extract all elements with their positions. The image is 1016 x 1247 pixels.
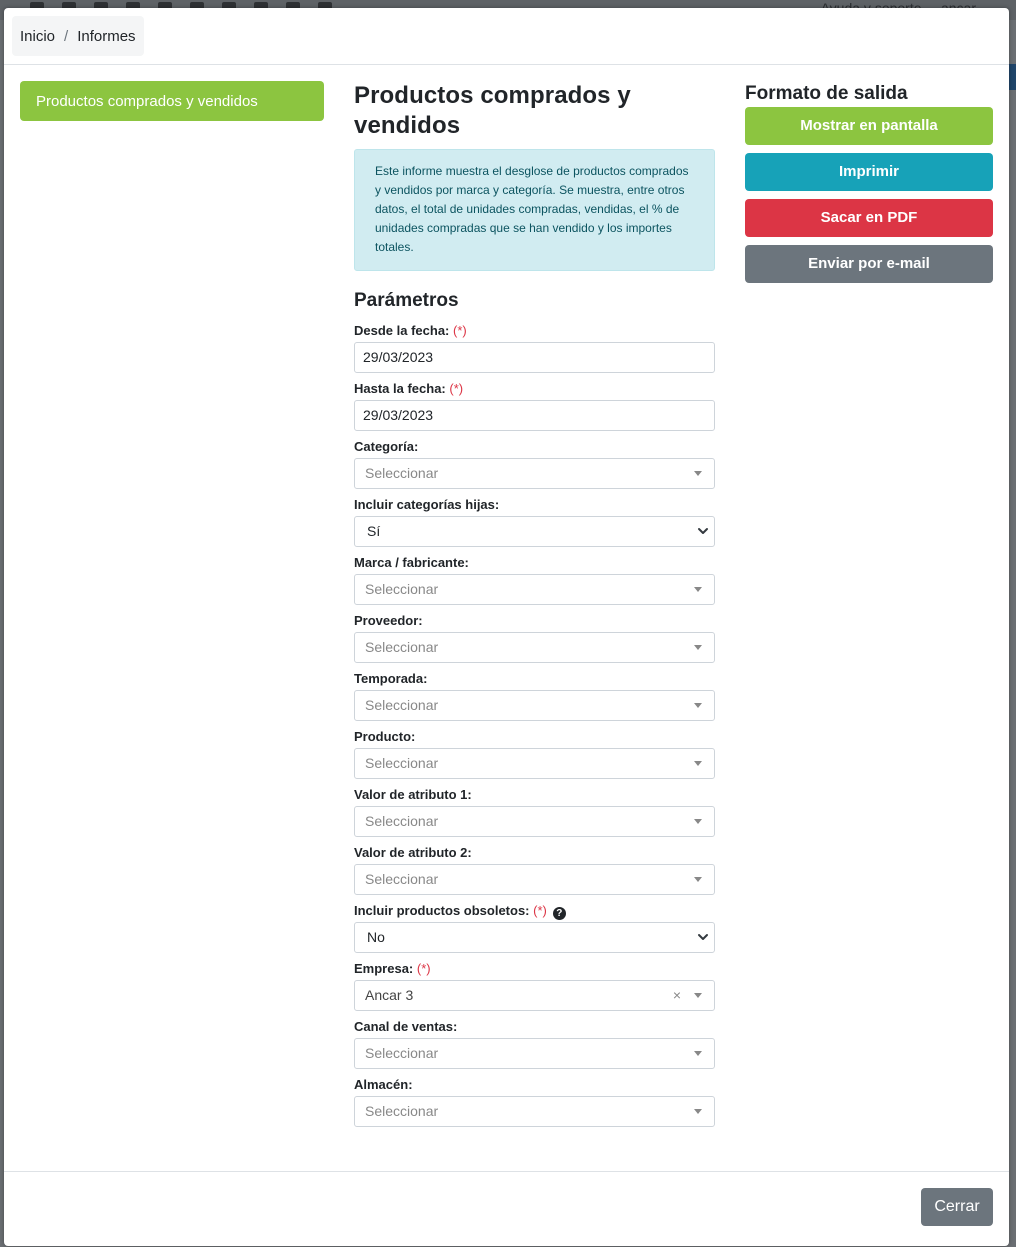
field-category (354, 439, 715, 497)
caret-down-icon (694, 703, 702, 708)
attribute-2-placeholder: Seleccionar (365, 871, 439, 887)
caret-down-icon (694, 1051, 702, 1056)
chevron-down-icon (696, 524, 710, 538)
report-title: Productos comprados y vendidos (354, 82, 631, 139)
include-children-value: Sí (367, 523, 381, 539)
field-include-children (354, 497, 715, 555)
field-obsolete (354, 903, 715, 961)
sidebar-item-label: Productos comprados y vendidos (36, 92, 258, 110)
report-description: Este informe muestra el desglose de productos comprados y vendidos por marca y categoría. Se muestra, entre otros datos, el total de unidades compradas, vendidas, el % de unidades compradas que se han vendido y los importes totales. (354, 149, 715, 271)
brand-label: Marca / fabricante: (354, 555, 469, 570)
field-date-from (354, 323, 715, 381)
category-select[interactable] (354, 458, 715, 489)
caret-down-icon (694, 993, 702, 998)
product-select[interactable] (354, 748, 715, 779)
field-attribute-1 (354, 787, 715, 845)
caret-down-icon (694, 761, 702, 766)
field-brand (354, 555, 715, 613)
include-children-label: Incluir categorías hijas: (354, 497, 500, 512)
supplier-placeholder: Seleccionar (365, 639, 439, 655)
attribute-2-label: Valor de atributo 2: (354, 845, 472, 860)
attribute-1-select[interactable] (354, 806, 715, 837)
field-product (354, 729, 715, 787)
required-mark: (*) (416, 961, 431, 976)
output-format-panel (745, 81, 993, 283)
caret-down-icon (694, 877, 702, 882)
parameters-form (354, 323, 715, 1135)
supplier-label: Proveedor: (354, 613, 423, 628)
breadcrumb-home[interactable]: Inicio (20, 27, 56, 45)
warehouse-select[interactable] (354, 1096, 715, 1127)
breadcrumb-separator: / (64, 27, 69, 45)
sidebar-item-products-bought-sold[interactable] (20, 81, 324, 121)
parameters-title: Parámetros (354, 290, 459, 311)
date-to-label: Hasta la fecha: (*) (354, 381, 464, 396)
brand-placeholder: Seleccionar (365, 581, 439, 597)
season-placeholder: Seleccionar (365, 697, 439, 713)
obsolete-label: Incluir productos obsoletos: (*) ? (354, 903, 715, 922)
close-button[interactable]: Cerrar (921, 1188, 993, 1226)
field-warehouse (354, 1077, 715, 1135)
question-circle-icon[interactable]: ? (553, 907, 566, 920)
sales-channel-select[interactable] (354, 1038, 715, 1069)
attribute-1-label: Valor de atributo 1: (354, 787, 472, 802)
show-on-screen-button[interactable]: Mostrar en pantalla (745, 107, 993, 145)
chevron-down-icon (696, 930, 710, 944)
obsolete-select[interactable] (354, 922, 715, 953)
date-to-input[interactable]: 29/03/2023 (354, 400, 715, 431)
required-mark: (*) (533, 903, 547, 918)
season-label: Temporada: (354, 671, 428, 686)
season-select[interactable] (354, 690, 715, 721)
attribute-2-select[interactable] (354, 864, 715, 895)
required-mark: (*) (453, 323, 467, 338)
output-format-title: Formato de salida (745, 83, 908, 104)
company-value: Ancar 3 (365, 987, 414, 1003)
supplier-select[interactable] (354, 632, 715, 663)
background-navbar-edge (1008, 64, 1016, 90)
breadcrumb-current: Informes (77, 27, 136, 45)
field-date-to (354, 381, 715, 439)
field-company (354, 961, 715, 1019)
category-label: Categoría: (354, 439, 419, 454)
field-attribute-2 (354, 845, 715, 903)
caret-down-icon (694, 819, 702, 824)
export-pdf-button[interactable]: Sacar en PDF (745, 199, 993, 237)
clear-icon[interactable]: × (672, 987, 681, 1003)
caret-down-icon (694, 471, 702, 476)
product-label: Producto: (354, 729, 416, 744)
date-from-label: Desde la fecha: (*) (354, 323, 467, 338)
send-email-button[interactable]: Enviar por e-mail (745, 245, 993, 283)
print-button[interactable]: Imprimir (745, 153, 993, 191)
field-sales-channel (354, 1019, 715, 1077)
attribute-1-placeholder: Seleccionar (365, 813, 439, 829)
field-supplier (354, 613, 715, 671)
company-label: Empresa: (*) (354, 961, 431, 976)
category-placeholder: Seleccionar (365, 465, 439, 481)
brand-select[interactable] (354, 574, 715, 605)
warehouse-placeholder: Seleccionar (365, 1103, 439, 1119)
modal-header (4, 8, 1009, 65)
product-placeholder: Seleccionar (365, 755, 439, 771)
field-season (354, 671, 715, 729)
date-from-input[interactable]: 29/03/2023 (354, 342, 715, 373)
caret-down-icon (694, 645, 702, 650)
required-mark: (*) (449, 381, 464, 396)
modal-footer (4, 1171, 1009, 1246)
warehouse-label: Almacén: (354, 1077, 413, 1092)
report-parameters-panel (354, 81, 715, 1135)
sales-channel-placeholder: Seleccionar (365, 1045, 439, 1061)
sales-channel-label: Canal de ventas: (354, 1019, 458, 1034)
breadcrumb (12, 16, 144, 56)
caret-down-icon (694, 587, 702, 592)
caret-down-icon (694, 1109, 702, 1114)
include-children-select[interactable] (354, 516, 715, 547)
report-modal (4, 8, 1009, 1246)
obsolete-value: No (367, 929, 385, 945)
company-select[interactable] (354, 980, 715, 1011)
